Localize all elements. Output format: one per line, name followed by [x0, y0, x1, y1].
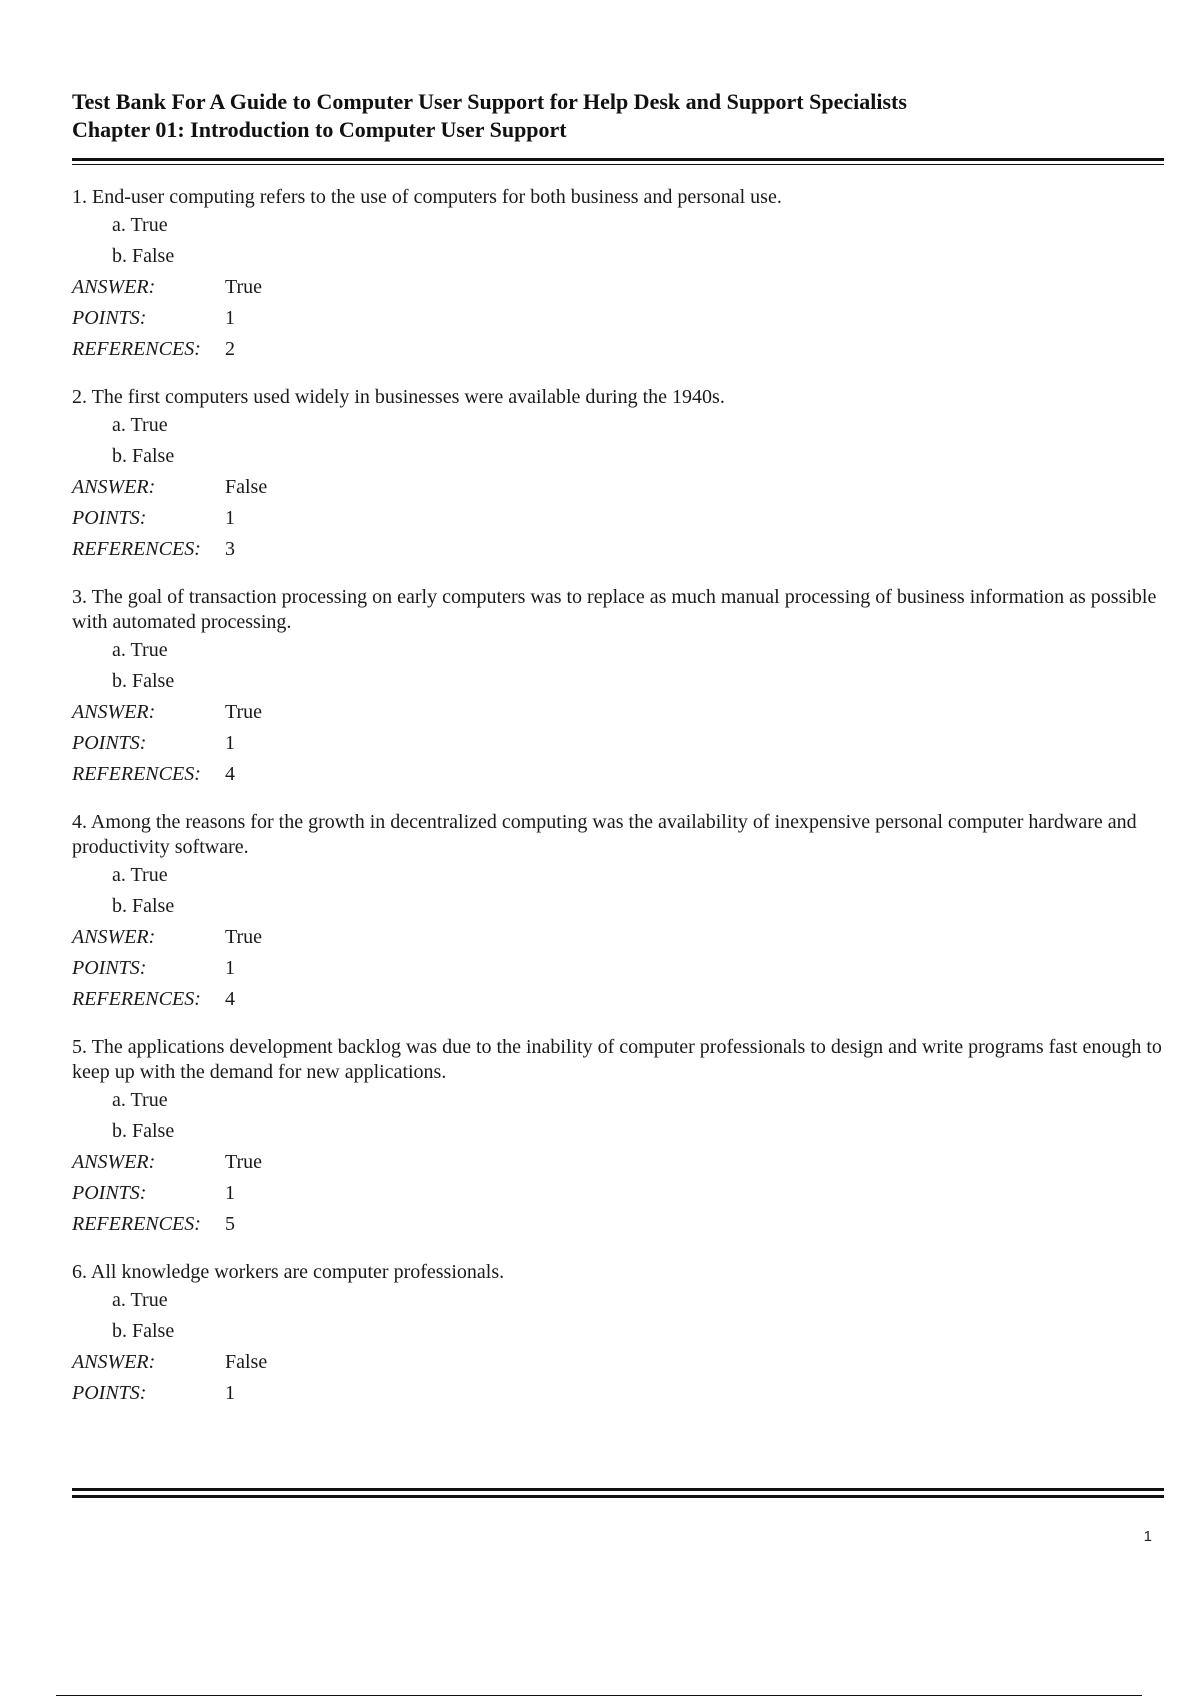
header-divider [72, 158, 1164, 165]
points-row [72, 728, 1164, 759]
document-header [72, 88, 1164, 144]
answer-row [72, 697, 1164, 728]
answer-label: ANSWER: [72, 701, 156, 723]
answer-label: ANSWER: [72, 1351, 156, 1373]
option-false: b. False [112, 245, 175, 267]
page-edge-line [56, 1695, 1142, 1696]
answer-value: True [225, 1151, 263, 1173]
points-label: POINTS: [72, 1382, 147, 1404]
question-stem: 1. End-user computing refers to the use of computers for both business and personal use. [72, 186, 782, 208]
answer-value: False [225, 1351, 268, 1373]
references-row [72, 759, 1164, 790]
question-1 [72, 185, 1164, 365]
option-true: a. True [112, 414, 168, 436]
answer-label: ANSWER: [72, 926, 156, 948]
points-label: POINTS: [72, 307, 147, 329]
answer-label: ANSWER: [72, 276, 156, 298]
points-row [72, 1378, 1164, 1409]
points-label: POINTS: [72, 507, 147, 529]
question-stem: 6. All knowledge workers are computer professionals. [72, 1261, 505, 1283]
question-stem: 5. The applications development backlog was due to the inability of computer professionals to design and write programs fast enough to keep up with the demand for new applications. [72, 1036, 1162, 1083]
question-stem: 4. Among the reasons for the growth in decentralized computing was the availability of inexpensive personal computer hardware and productivity software. [72, 811, 1137, 858]
question-4 [72, 810, 1164, 1015]
points-value: 1 [225, 507, 235, 529]
answer-row [72, 922, 1164, 953]
references-row [72, 534, 1164, 565]
points-row [72, 953, 1164, 984]
points-value: 1 [225, 307, 235, 329]
answer-row [72, 472, 1164, 503]
answer-row [72, 272, 1164, 303]
points-label: POINTS: [72, 1182, 147, 1204]
references-label: REFERENCES: [72, 988, 201, 1010]
points-value: 1 [225, 957, 235, 979]
answer-label: ANSWER: [72, 1151, 156, 1173]
option-true: a. True [112, 639, 168, 661]
document-title: Test Bank For A Guide to Computer User Support for Help Desk and Support Specialists [72, 89, 907, 114]
points-label: POINTS: [72, 732, 147, 754]
answer-value: True [225, 701, 263, 723]
question-6 [72, 1260, 1164, 1409]
answer-value: True [225, 276, 263, 298]
page-number: 1 [1143, 1528, 1152, 1545]
references-value: 4 [225, 763, 235, 785]
answer-label: ANSWER: [72, 476, 156, 498]
references-row [72, 984, 1164, 1015]
references-row [72, 1209, 1164, 1240]
references-label: REFERENCES: [72, 1213, 201, 1235]
answer-value: True [225, 926, 263, 948]
question-3 [72, 585, 1164, 790]
option-true: a. True [112, 864, 168, 886]
points-value: 1 [225, 1382, 235, 1404]
question-stem: 3. The goal of transaction processing on early computers was to replace as much manual processing of business information as possible with automated processing. [72, 586, 1157, 633]
option-false: b. False [112, 670, 175, 692]
option-true: a. True [112, 1089, 168, 1111]
points-value: 1 [225, 1182, 235, 1204]
question-stem: 2. The first computers used widely in businesses were available during the 1940s. [72, 386, 725, 408]
option-false: b. False [112, 1320, 175, 1342]
question-5 [72, 1035, 1164, 1240]
option-false: b. False [112, 1120, 175, 1142]
answer-row [72, 1347, 1164, 1378]
question-2 [72, 385, 1164, 565]
references-value: 5 [225, 1213, 235, 1235]
footer-divider [72, 1488, 1164, 1498]
answer-row [72, 1147, 1164, 1178]
chapter-title: Chapter 01: Introduction to Computer User Support [72, 117, 567, 142]
points-label: POINTS: [72, 957, 147, 979]
references-value: 3 [225, 538, 235, 560]
option-false: b. False [112, 445, 175, 467]
references-value: 2 [225, 338, 235, 360]
references-value: 4 [225, 988, 235, 1010]
points-value: 1 [225, 732, 235, 754]
references-label: REFERENCES: [72, 338, 201, 360]
answer-value: False [225, 476, 268, 498]
option-true: a. True [112, 1289, 168, 1311]
points-row [72, 1178, 1164, 1209]
points-row [72, 303, 1164, 334]
option-false: b. False [112, 895, 175, 917]
option-true: a. True [112, 214, 168, 236]
references-row [72, 334, 1164, 365]
points-row [72, 503, 1164, 534]
references-label: REFERENCES: [72, 763, 201, 785]
references-label: REFERENCES: [72, 538, 201, 560]
question-list [72, 185, 1164, 1409]
document-page [72, 88, 1164, 1429]
